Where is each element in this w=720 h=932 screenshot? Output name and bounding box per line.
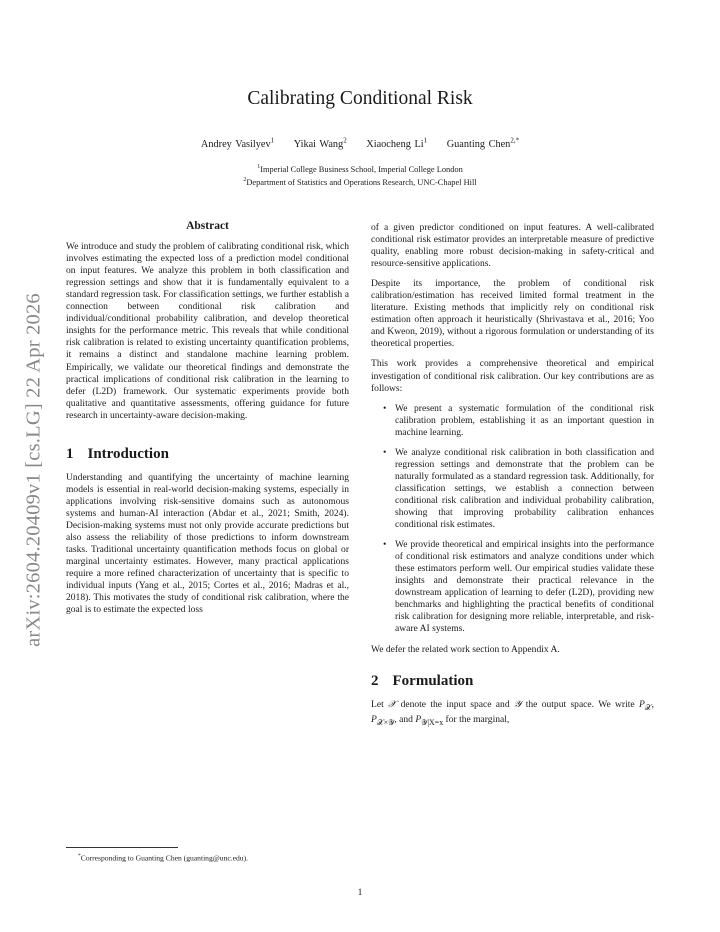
author-list xyxy=(0,137,720,150)
body-paragraph: This work provides a comprehensive theoretical and empirical investigation of conditional risk calibration. Our key contributions are as follows: xyxy=(371,358,654,394)
footnote: *Corresponding to Guanting Chen (guanting@unc.edu). xyxy=(78,853,249,863)
body-paragraph: of a given predictor conditioned on input features. A well-calibrated conditional risk estimator provides an interpretable measure of predictive quality, enabling more robust decision-making in safety-critical and resource-sensitive applications. xyxy=(371,222,654,270)
arxiv-id: arXiv:2604.20409v1 [cs.LG] 22 Apr 2026 xyxy=(22,293,45,647)
contributions-list xyxy=(371,403,654,636)
abstract-text: We introduce and study the problem of calibrating conditional risk, which involves estimating the expected loss of a prediction model conditional on input features. We analyze this problem in both classification and regression settings and show that it is fundamentally equivalent to a standard regression task. For classification settings, we further establish a connection between conditional risk calibration and individual/conditional probability calibration, and develop theoretical insights for the performance metric. This reveals that while conditional risk calibration is related to existing uncertainty quantification problems, it remains a distinct and standalone machine learning problem. Empirically, we validate our theoretical findings and demonstrate the practical implications of conditional risk calibration in the learning to defer (L2D) framework. Our systematic experiments provide both qualitative and quantitative assessments, offering guidance for future research in uncertainty-aware decision-making. xyxy=(66,241,349,421)
affiliation: $^2$Department of Statistics and Operations Research, UNC-Chapel Hill xyxy=(243,177,477,187)
section-heading-introduction: 1 Introduction xyxy=(66,445,169,462)
right-column xyxy=(371,222,654,736)
author: Xiaocheng Li$^1$ xyxy=(366,137,428,151)
list-item: • We present a systematic formulation of the conditional risk calibration problem, establishing it as an important question in machine learning. xyxy=(395,403,654,439)
body-paragraph: Despite its importance, the problem of conditional risk calibration/estimation has received limited formal treatment in the literature. Existing methods that implicitly rely on conditional risk estimation often approach it heuristically (Shrivastava et al., 2016; Yoo and Kweon, 2019), without a rigorous formulation or understanding of its theoretical properties. xyxy=(371,278,654,350)
page-number: 1 xyxy=(357,888,363,898)
left-column xyxy=(66,220,349,624)
author: Guanting Chen$^{2,*}$ xyxy=(446,137,520,151)
abstract-heading: Abstract xyxy=(186,220,229,232)
list-item: • We analyze conditional risk calibration in both classification and regression settings and demonstrate that the problem can be naturally formulated as a standard regression task. Additionally, for classification settings, we establish a connection between conditional risk calibration and individual probability calibration, showing that improving probability calibration enhances conditional risk estimates. xyxy=(395,447,654,531)
paper-title: Calibrating Conditional Risk xyxy=(247,88,473,109)
affiliation: $^1$Imperial College Business School, Imperial College London xyxy=(257,164,463,174)
author: Andrey Vasilyev$^1$ xyxy=(200,137,275,151)
list-item: • We provide theoretical and empirical insights into the performance of conditional risk estimators and analyze conditions under which these estimators perform well. Our empirical studies validate these insights and demonstrate their practical relevance in the downstream application of learning to defer (L2D), providing new benchmarks and highlighting the practical benefits of conditional risk calibration for designing more reliable, interpretable, and risk-aware AI systems. xyxy=(395,539,654,635)
section-heading-formulation: 2 Formulation xyxy=(371,672,474,689)
formulation-paragraph: Let 𝒳 denote the input space and 𝒴 the output space. We write $P_𝒳$, $P_{𝒳\times 𝒴}$, and $P_{𝒴|X=x}$ for the marginal, xyxy=(371,698,655,727)
footnote-rule xyxy=(66,847,178,848)
intro-paragraph: Understanding and quantifying the uncertainty of machine learning models is essential in real-world decision-making systems, especially in applications involving risk-sensitive domains such as autonomous systems and human-AI interaction (Abdar et al., 2021; Smith, 2024). Decision-making systems must not only provide accurate predictions but also assess the reliability of those predictions to inform downstream tasks. Traditional uncertainty quantification methods focus on global or marginal uncertainty estimates. However, many practical applications require a more refined characterization of uncertainty that is specific to individual inputs (Yang et al., 2015; Cortes et al., 2016; Madras et al., 2018). This motivates the study of conditional risk calibration, where the goal is to estimate the expected loss xyxy=(66,471,349,616)
body-paragraph: We defer the related work section to Appendix A. xyxy=(371,644,560,656)
author: Yikai Wang$^2$ xyxy=(293,137,347,151)
arxiv-identifier-sidebar xyxy=(14,250,54,690)
